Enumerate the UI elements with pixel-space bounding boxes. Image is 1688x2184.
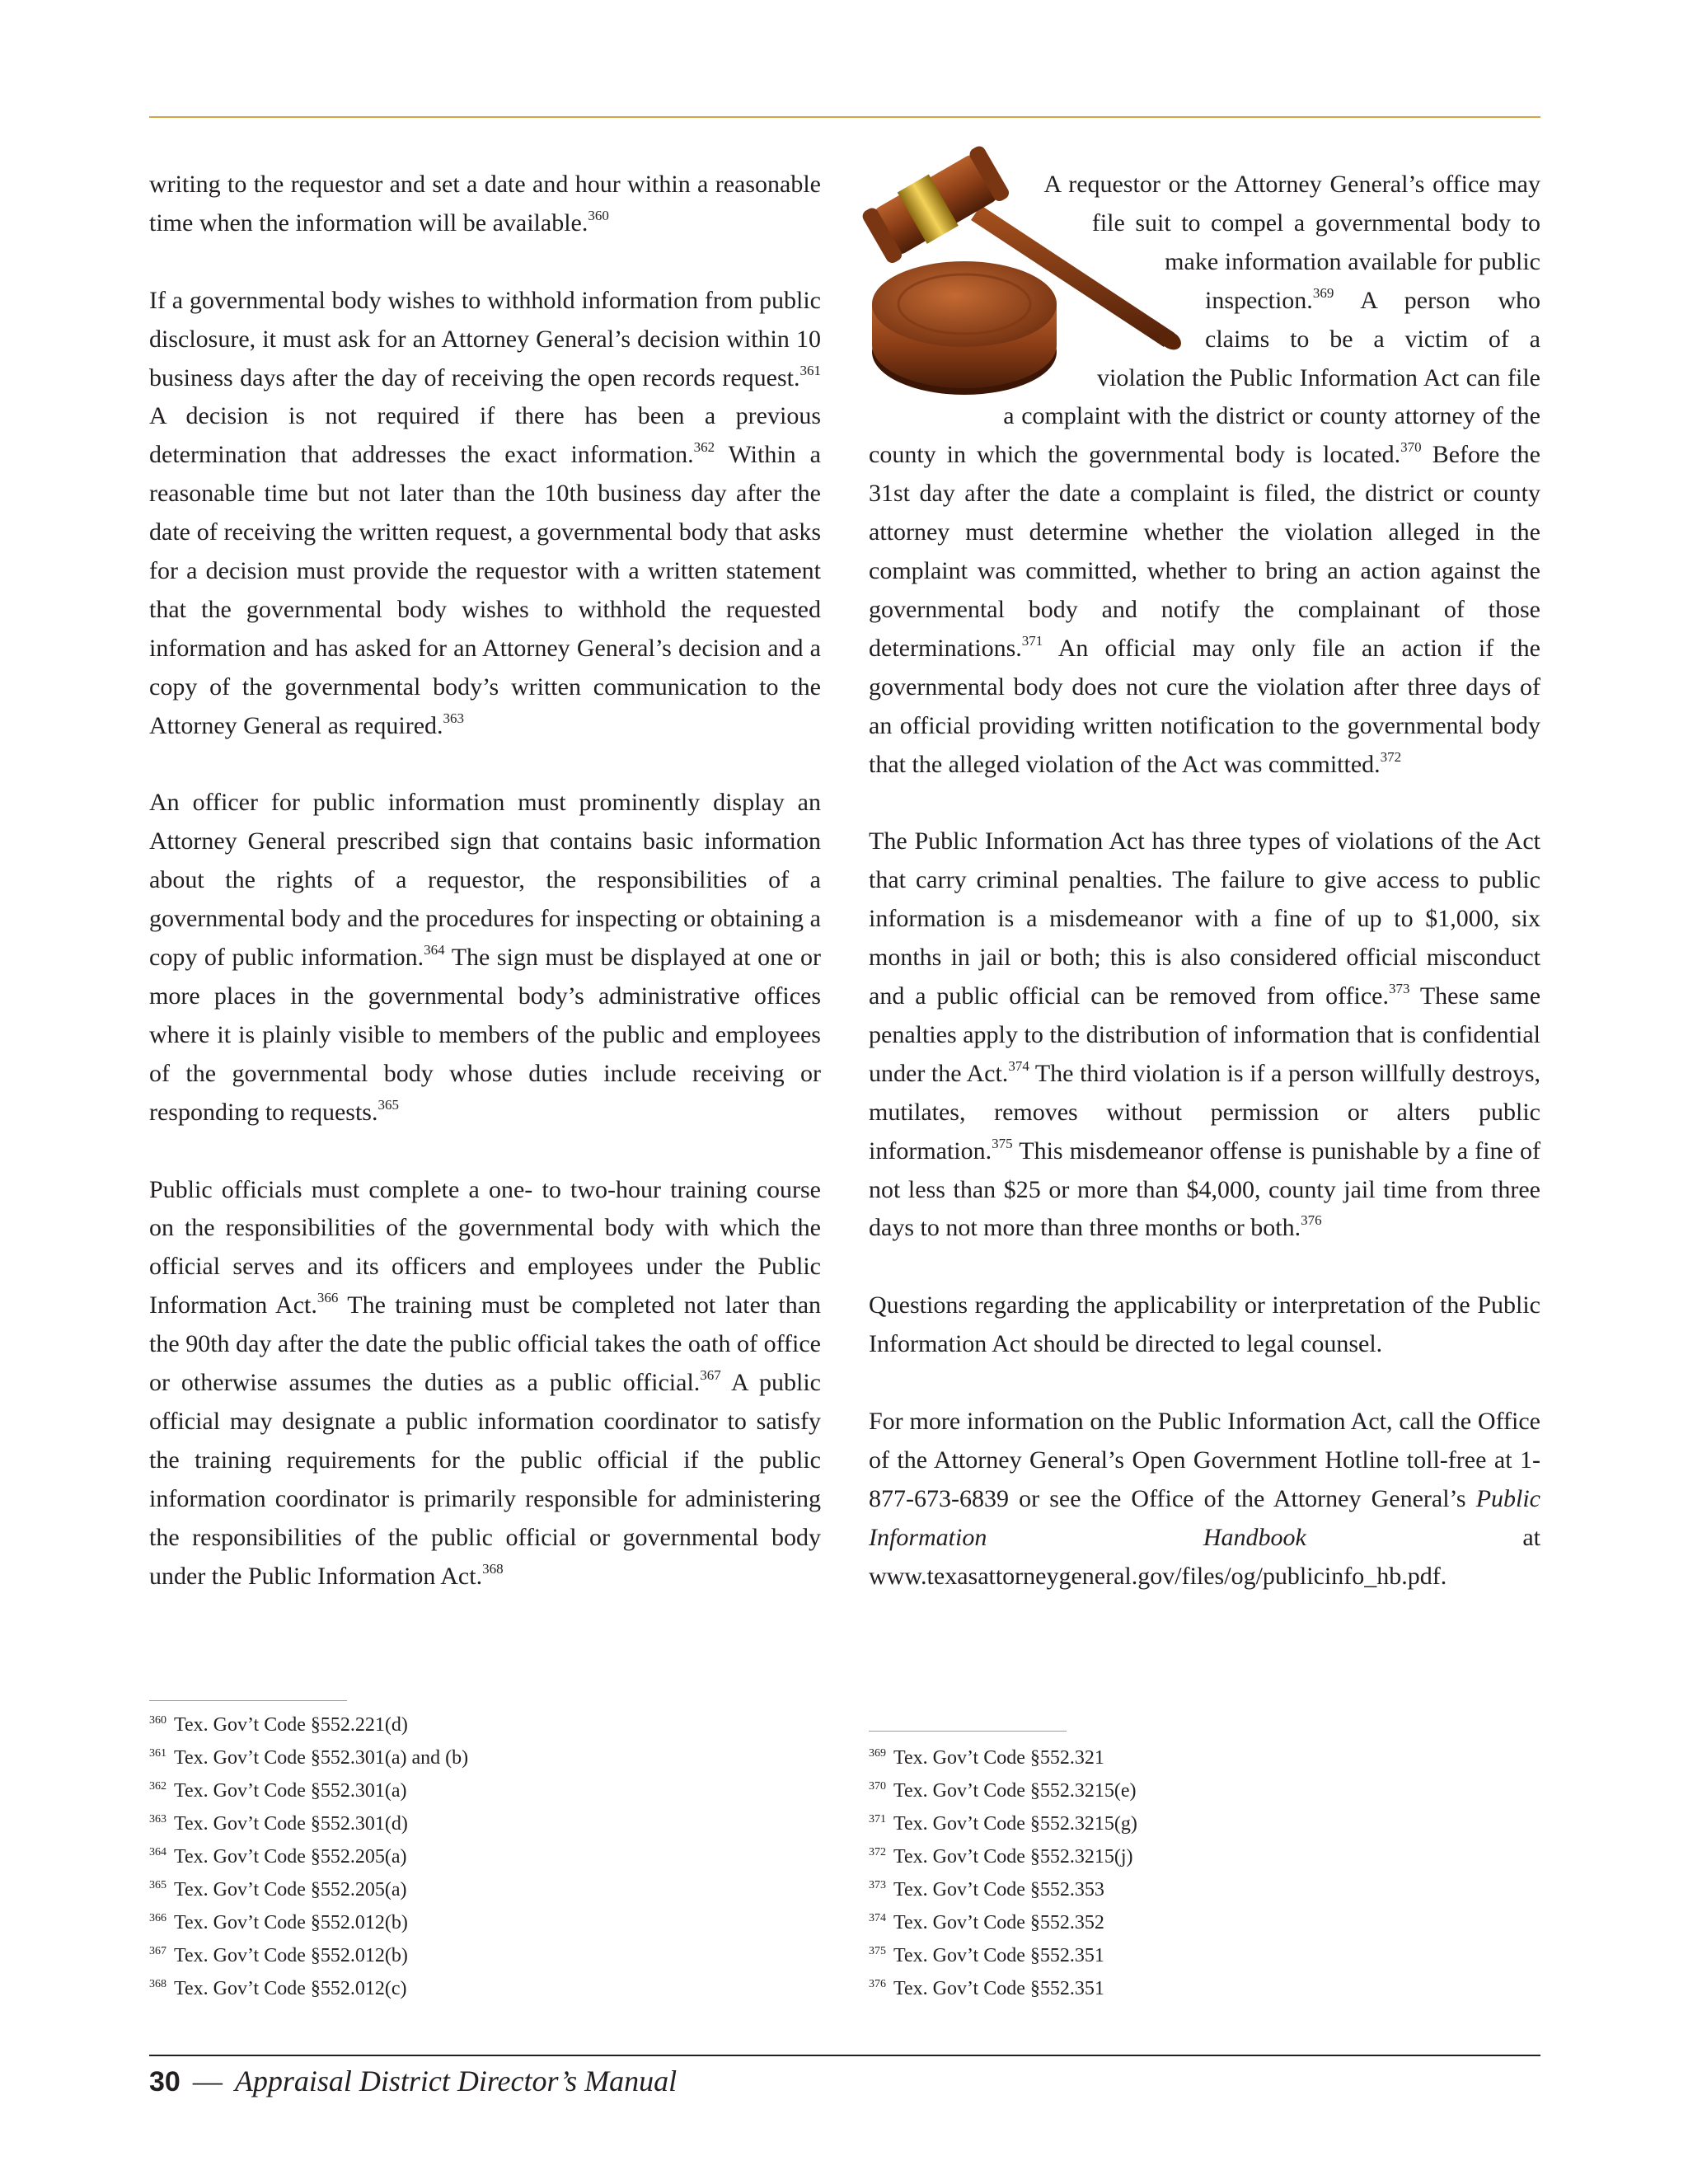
footnote-text: Tex. Gov’t Code §552.353 (893, 1879, 1104, 1900)
text-run: For more information on the Public Information Act, call the Office of the Attorney General’s Open Government Hotline toll-free at 1-877-673-6839 or see the Office of the Attorney General’s (869, 1407, 1540, 1512)
footnote-ref: 376 (1301, 1212, 1322, 1229)
footnote (149, 1840, 468, 1873)
footnote-ref: 373 (1388, 981, 1410, 997)
footnote-number: 363 (149, 1813, 166, 1825)
footnote (869, 1774, 1137, 1807)
footnote-number: 365 (149, 1879, 166, 1891)
footnote (869, 1840, 1137, 1873)
footnote-ref: 363 (443, 710, 465, 726)
text-run: at www.texasattorneygeneral.gov/files/og/publicinfo_hb.pdf. (869, 1523, 1540, 1590)
footnote-text: Tex. Gov’t Code §552.221(d) (174, 1714, 408, 1736)
text-run: If a governmental body wishes to withhold information from public disclosure, it must ask for an Attorney General’s decision within 10 business days after the day of receiving the open records request. (149, 286, 821, 391)
page-number: 30 (149, 2066, 181, 2097)
footer-dash: — (192, 2064, 223, 2097)
footnote-ref: 362 (693, 439, 715, 456)
text-run: A requestor or the Attorney General’s office may file suit to compel a governmental body to make information available for public inspection. (1043, 171, 1540, 314)
text-run: Questions regarding the applicability or interpretation of the Public Information Act should be directed to legal counsel. (869, 1291, 1540, 1358)
text-run: These same penalties apply to the distribution of information that is confidential under the Act. (869, 982, 1541, 1087)
footnote-ref: 367 (700, 1367, 721, 1384)
footnote-number: 374 (869, 1912, 886, 1924)
footnote-ref: 368 (482, 1560, 504, 1577)
footnote-ref: 375 (992, 1135, 1013, 1151)
handbook-title: Public Information Handbook (869, 1484, 1540, 1551)
page-footer (149, 2060, 677, 2102)
text-run: Within a reasonable time but not later than the 10th business day after the date of receiving the written request, a governmental body that asks for a decision must provide the requestor with a written statement that the governmental body wishes to withhold the requested information and has asked for an Attorney General’s decision and a copy of the governmental body’s written communication to the Attorney General as required. (149, 441, 821, 739)
footnote-ref: 366 (316, 1290, 339, 1306)
paragraph (149, 282, 821, 746)
paragraph (149, 1171, 821, 1596)
footnote-ref: 360 (588, 207, 609, 223)
text-run: A person who claims to be a victim of a violation the Public Information Act can file a complaint with the district or county attorney of the county in which the governmental body is located. (869, 286, 1540, 469)
footnotes-left (149, 1708, 468, 2005)
footnote-text: Tex. Gov’t Code §552.3215(e) (893, 1780, 1137, 1802)
footnote-number: 366 (149, 1912, 166, 1924)
footnote-number: 367 (149, 1945, 166, 1957)
footnote-number: 364 (149, 1846, 166, 1858)
paragraph (149, 166, 821, 243)
paragraph (149, 784, 821, 1132)
footnote-number: 368 (149, 1978, 166, 1990)
footnote-ref: 374 (1008, 1057, 1029, 1074)
text-run: An official may only file an action if the governmental body does not cure the violation after three days of an official providing written notification to the governmental body that the alleged violation of the Act was committed. (869, 634, 1540, 778)
paragraph (869, 1403, 1540, 1596)
footnote (149, 1906, 468, 1939)
right-column (869, 166, 1540, 1596)
text-run: The Public Information Act has three types of violations of the Act that carry criminal penalties. The failure to give access to public information is a misdemeanor with a fine of up to $1,000, six months in jail or both; this is also considered official misconduct and a public official can be removed from office. (869, 827, 1540, 1010)
footnote-text: Tex. Gov’t Code §552.205(a) (174, 1879, 407, 1900)
footnote-number: 370 (869, 1780, 886, 1793)
footnote (869, 1873, 1137, 1906)
footnote-number: 362 (149, 1780, 166, 1793)
footnote-text: Tex. Gov’t Code §552.012(c) (174, 1978, 407, 1999)
footnote-number: 361 (149, 1747, 166, 1760)
footnote (149, 1873, 468, 1906)
footnote-text: Tex. Gov’t Code §552.351 (893, 1945, 1104, 1966)
footnote-ref: 370 (1400, 439, 1422, 456)
footnote (149, 1708, 468, 1741)
text-run: The sign must be displayed at one or more places in the governmental body’s administrative offices where it is plainly visible to members of the public and employees of the governmental body whose duties include receiving or responding to requests. (149, 944, 821, 1126)
text-run: This misdemeanor offense is punishable by a fine of not less than $25 or more than $4,000, county jail time from three days to not more than three months or both. (869, 1137, 1540, 1242)
footnote (149, 1939, 468, 1972)
footnote-number: 375 (869, 1945, 886, 1957)
footnote (869, 1939, 1137, 1972)
footnote-text: Tex. Gov’t Code §552.012(b) (174, 1945, 408, 1966)
left-column (149, 166, 821, 1596)
footnote-ref: 361 (799, 362, 821, 378)
text-run: The third violation is if a person willfully destroys, mutilates, removes without permission or alters public information. (869, 1059, 1540, 1165)
footnote-text: Tex. Gov’t Code §552.301(a) and (b) (174, 1747, 469, 1769)
footnote-text: Tex. Gov’t Code §552.3215(g) (893, 1813, 1137, 1835)
text-run: writing to the requestor and set a date and hour within a reasonable time when the information will be available. (149, 171, 821, 237)
footnote-number: 369 (869, 1747, 886, 1760)
footnote (869, 1807, 1137, 1840)
footnotes-right (869, 1741, 1137, 2005)
text-run: A decision is not required if there has been a previous determination that addresses the exact information. (149, 402, 821, 469)
footnote-ref: 371 (1021, 632, 1043, 649)
footnote-text: Tex. Gov’t Code §552.3215(j) (893, 1846, 1133, 1868)
footnote (149, 1807, 468, 1840)
manual-title: Appraisal District Director’s Manual (234, 2064, 678, 2097)
text-run: Before the 31st day after the date a complaint is filed, the district or county attorney must determine whether the violation alleged in the complaint was committed, whether to bring an action against the governmental body and notify the complainant of those determinations. (869, 441, 1540, 662)
footnote-text: Tex. Gov’t Code §552.321 (893, 1747, 1104, 1769)
footnote-text: Tex. Gov’t Code §552.352 (893, 1912, 1104, 1933)
footnote (869, 1972, 1137, 2005)
paragraph (869, 1286, 1540, 1364)
paragraph (869, 823, 1540, 1248)
footnote-ref: 369 (1312, 284, 1334, 301)
text-run: Public officials must complete a one- to two-hour training course on the responsibilities of the governmental body with which the official serves and its officers and employees under the Public Information Act. (149, 1175, 821, 1319)
footnote-text: Tex. Gov’t Code §552.301(a) (174, 1780, 407, 1802)
footer-rule (149, 2055, 1540, 2056)
footnote-rule (869, 1731, 1067, 1732)
footnote (149, 1972, 468, 2005)
footnote-rule (149, 1700, 347, 1701)
footnote-number: 373 (869, 1879, 886, 1891)
footnote (869, 1906, 1137, 1939)
footnote-number: 376 (869, 1978, 886, 1990)
text-run: A public official may designate a public information coordinator to satisfy the training requirements for the public official if the public information coordinator is primarily responsible for administering the responsibilities of the public official or governmental body under the Public Information Act. (149, 1369, 821, 1590)
footnote-text: Tex. Gov’t Code §552.012(b) (174, 1912, 408, 1933)
footnote-ref: 364 (424, 942, 445, 958)
text-run: An officer for public information must prominently display an Attorney General prescribed sign that contains basic information about the rights of a requestor, the responsibilities of a governmental body and the procedures for inspecting or obtaining a copy of public information. (149, 789, 821, 972)
footnote-number: 360 (149, 1714, 166, 1727)
footnote-text: Tex. Gov’t Code §552.351 (893, 1978, 1104, 1999)
footnote-number: 372 (869, 1846, 886, 1858)
header-rule (149, 116, 1540, 118)
footnote-number: 371 (869, 1813, 886, 1825)
footnote-ref: 372 (1380, 748, 1402, 765)
footnote-ref: 365 (377, 1096, 399, 1113)
footnote-text: Tex. Gov’t Code §552.205(a) (174, 1846, 407, 1868)
footnote (149, 1774, 468, 1807)
footnote (149, 1741, 468, 1774)
footnote (869, 1741, 1137, 1774)
footnote-text: Tex. Gov’t Code §552.301(d) (174, 1813, 408, 1835)
text-run: The training must be completed not later than the 90th day after the date the public official takes the oath of office or otherwise assumes the duties as a public official. (149, 1291, 822, 1397)
